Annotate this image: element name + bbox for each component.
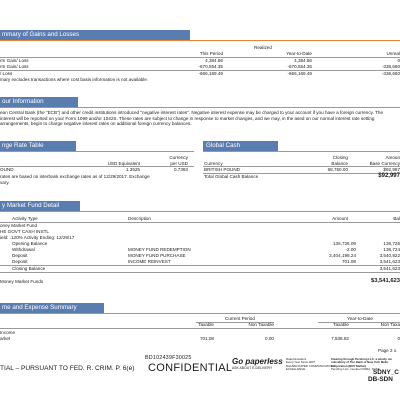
gains-col-this-period: This Period <box>199 51 223 56</box>
gains-row-label: rm Gain/ Loss <box>0 64 29 69</box>
dalbar-line: Rated Excellent <box>286 357 307 361</box>
mmf-header-divider <box>0 222 400 223</box>
fx-row-label: OUND <box>0 167 14 172</box>
global-cash-col-closing-2: Balance <box>331 160 348 166</box>
mmf-fund-name: HE GOVT CASH INSTL <box>0 229 49 234</box>
mmf-col-description: Description <box>128 216 151 221</box>
global-cash-section-header: Global Cash <box>203 141 278 151</box>
realized-header: Realized <box>254 45 272 50</box>
global-cash-row-currency: BRITISH POUND <box>204 167 240 172</box>
mmf-row-balance: 3,541,623 <box>379 259 400 264</box>
gains-row-ytd: -666,169.49 <box>287 70 312 76</box>
mmf-row-type: Deposit <box>12 259 28 264</box>
income-header-divider <box>0 328 400 329</box>
bates-number: BD102439F30025 <box>145 355 192 361</box>
sdny-bates-2: DB-SDN <box>368 376 393 383</box>
global-cash-col-amount-2: Base Currency <box>369 160 400 166</box>
fx-row-per-usd: 0.7393 <box>173 167 188 172</box>
interest-section-rule <box>0 107 400 108</box>
mmf-row-balance: 3,541,623 <box>379 265 400 271</box>
gains-col-ytd: Year-to-Date <box>286 51 312 56</box>
mmf-row-type: Deposit <box>12 253 28 258</box>
gains-row-ytd: 4,384.86 <box>294 58 312 63</box>
mmf-row-value: -2.00 <box>345 247 356 252</box>
mmf-row-value: 3,404,198.24 <box>329 253 356 258</box>
go-paperless-sub: ASK ABOUT E-DELIVERY <box>232 366 273 370</box>
gains-row-label: / Loss <box>0 70 13 76</box>
mmf-total-divider <box>0 272 400 273</box>
global-cash-total-label: Total Global Cash Balance <box>204 173 259 179</box>
income-row-2-ytd-taxable: 7,538.82 <box>331 336 349 341</box>
gains-col-unreal: Unreal <box>386 51 400 56</box>
pershing-line: subsidiary of The Bank of New York Mello <box>331 360 389 365</box>
mmf-row-value: 701.08 <box>341 259 356 264</box>
page-number: Page 2 o <box>378 348 397 353</box>
mmf-section-rule <box>0 211 400 212</box>
dalbar-line: DALBAR RATED COMMUNICATIONS <box>286 363 336 368</box>
gains-row-this-period: -666,169.49 <box>198 70 223 76</box>
pershing-line: Pershing LLC, member FINRA, NYSE <box>331 367 380 372</box>
global-cash-total-amount: $92,997 <box>378 172 400 179</box>
mmf-row-desc: MONEY FUND PURCHASE <box>128 253 186 258</box>
fx-col-ccy-1: Currency <box>169 155 188 160</box>
mmf-closing-divider <box>0 265 400 266</box>
mmf-row-type: Opening Balance <box>12 241 48 246</box>
mmf-row-desc: MONEY FUND REDEMPTION <box>128 247 191 252</box>
sdny-bates-1: SDNY_C <box>373 369 399 376</box>
pershing-line: Clearing through Pershing LLC, a wholly ow <box>331 357 392 361</box>
mmf-row-type: Closing Balance <box>12 265 46 271</box>
gains-row-unreal: 0 <box>397 58 400 63</box>
pershing-line: Corporation (BNY Mellon) <box>331 363 367 368</box>
income-section-rule <box>0 313 400 314</box>
confidential-notice: TIAL – PURSUANT TO FED. R. CRIM. P. 6(e) <box>0 365 135 372</box>
dalbar-badge <box>286 358 336 372</box>
mmf-yield-line: ield: .120% Activity Ending: 12/29/17 <box>0 235 75 240</box>
mmf-col-activity: Activity Type <box>12 216 38 221</box>
mmf-row-balance: 3,540,922 <box>379 253 400 258</box>
global-cash-col-closing-1: Closing <box>332 155 348 160</box>
gains-row-unreal: -336,660 <box>381 70 400 76</box>
global-cash-section-rule <box>203 151 400 152</box>
income-row-2-non-taxable: 0.00 <box>265 336 274 341</box>
mmf-section-header: y Market Fund Detail <box>0 201 80 211</box>
fx-col-ccy-2: per USD <box>170 160 188 166</box>
mmf-row-desc: INCOME REINVEST <box>128 259 171 264</box>
mmf-row-value: 136,726.09 <box>333 241 356 246</box>
global-cash-row-balance: 68,760.00 <box>327 167 348 172</box>
mmf-total-label: Money Market Funds <box>0 279 44 284</box>
mmf-col-amount: Amount <box>332 216 348 221</box>
fx-note-line-1: rates are based on interbank exchange rates as of 12/29/2017. Exchange <box>0 173 150 179</box>
income-col-taxable-ytd: Taxable <box>333 322 349 327</box>
income-ytd: Year-to-Date <box>347 316 373 321</box>
income-row-1-label: Income <box>0 330 16 335</box>
gains-section-rule <box>0 40 400 41</box>
gains-row-label: rm Gain/ Loss <box>0 58 29 63</box>
fx-col-usd: USD Equivalent <box>107 160 140 166</box>
gains-note: mary excludes transactions where cost basis information is not available. <box>0 77 149 82</box>
gains-row-unreal: -336,660 <box>381 64 400 69</box>
income-row-2-label: arket <box>0 336 11 341</box>
gains-row-ytd: -670,554.35 <box>287 64 312 69</box>
income-col-taxable: Taxable <box>198 322 214 327</box>
gains-section-header: mmary of Gains and Losses <box>0 30 190 40</box>
income-row-2-ytd-non-taxable: 0 <box>397 336 400 341</box>
interest-paragraph: ean Central Bank (the "ECB") and other credit institutions introduced "negative interest rates". Negative interest expense may be charged to your account if you have a foreign currency. The interest will be reported on your Form 1099 and/or 1042S. These rates are subject to change in response to market changes, and we may, in the ased on our normal interest rate setting arrangements, begin to charge negative interest rates on additional foreign currency balances. <box>0 110 383 127</box>
gains-row-this-period: -670,554.35 <box>198 64 223 69</box>
mmf-row-balance: 136,726 <box>383 241 400 246</box>
global-cash-col-amount-1: Amoun <box>385 155 400 160</box>
go-paperless-logo <box>232 358 283 370</box>
mmf-col-balance: Bal <box>393 216 400 221</box>
mmf-row-balance: 136,724 <box>383 247 400 252</box>
income-row-2-taxable: 701.08 <box>199 336 214 341</box>
mmf-row-type: Withdrawal <box>12 247 35 252</box>
fx-section-rule <box>0 151 194 152</box>
gains-row-this-period: 4,384.86 <box>205 58 223 63</box>
fx-section-header: nge Rate Table <box>0 141 76 151</box>
confidential-stamp: CONFIDENTIAL <box>148 362 233 374</box>
mmf-fund-heading: oney Market Fund <box>0 223 38 228</box>
fx-note-line-2: vary. <box>0 179 10 185</box>
global-cash-col-currency: Currency <box>204 160 223 166</box>
income-col-non-taxable: Non Taxable <box>248 322 274 327</box>
dalbar-line: Every Year Since 2007 <box>286 360 316 365</box>
mmf-total-amount: $3,541,623 <box>370 277 400 284</box>
income-current-period: Current Period <box>225 316 255 321</box>
global-cash-row-amount: $92,997 <box>383 167 400 172</box>
fx-row-usd: 1.3525 <box>125 167 140 172</box>
income-col-non-taxable-ytd: Non Taxa <box>380 322 400 327</box>
dalbar-line: EXCELLENCE <box>286 367 306 372</box>
income-section-header: me and Expense Summary <box>0 303 104 313</box>
go-paperless-text: Go paperless <box>232 357 283 366</box>
interest-section-header: our Information <box>0 97 78 107</box>
